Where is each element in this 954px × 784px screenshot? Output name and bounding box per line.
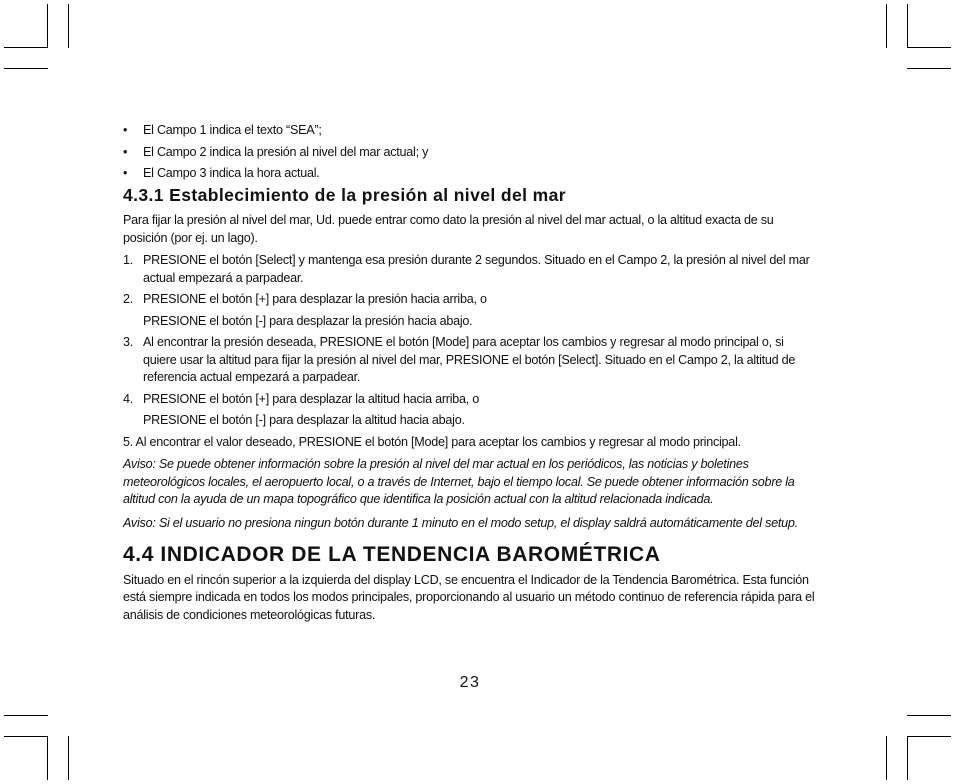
step-five: 5. Al encontrar el valor deseado, PRESIONE el botón [Mode] para aceptar los cambios y regresar al modo principal. [123,434,741,449]
section-431-heading: 4.3.1 Establecimiento de la presión al nivel del mar [123,184,566,205]
bullet-item [123,165,819,183]
step-continuation: PRESIONE el botón [-] para desplazar la altitud hacia abajo. [143,413,465,427]
step-item [123,391,819,409]
crop-mark [4,715,48,716]
step-text: PRESIONE el botón [+] para desplazar la presión hacia arriba, o [143,292,487,306]
bullet-item [123,122,819,140]
bullet-dot: • [123,166,128,180]
bullet-text: El Campo 2 indica la presión al nivel del mar actual; y [143,144,429,159]
step-item [123,334,819,387]
crop-mark [47,736,48,780]
bullet-item [123,144,819,162]
step-item [123,291,819,309]
crop-mark [907,4,908,48]
bullet-dot: • [123,123,128,137]
crop-mark [907,68,951,69]
step-number: 4. [123,391,134,406]
crop-mark [907,736,951,737]
step-number: 2. [123,292,134,306]
page-content [123,122,819,629]
bullet-text: El Campo 1 indica el texto “SEA”; [143,123,322,137]
step-continuation: PRESIONE el botón [-] para desplazar la presión hacia abajo. [143,313,473,328]
bullet-text: El Campo 3 indica la hora actual. [143,166,320,180]
step-item [123,252,819,287]
step-number: 1. [123,253,134,267]
step-text: PRESIONE el botón [+] para desplazar la altitud hacia arriba, o [143,391,480,406]
step-number: 3. [123,335,134,349]
section-44-heading: 4.4 INDICADOR DE LA TENDENCIA BAROMÉTRICA [123,543,661,566]
notice-paragraph: Aviso: Se puede obtener información sobre la presión al nivel del mar actual en los periódicos, las noticias y boletines meteorológicos locales, el aeropuerto local, o a través de Internet, bajo el tiempo local. Se puede obtener información sobre la altitud con la ayuda de un mapa topográfico que identifica la posición actual con la altitud relacionada indicada. [123,457,795,506]
step-text: Al encontrar la presión deseada, PRESIONE el botón [Mode] para aceptar los cambios y regresar al modo principal o, si quiere usar la altitud para fijar la presión al nivel del mar, PRESIONE el botón [Select]. Situado en el Campo 2, la altitud de referencia actual empezará a parpadear. [143,335,796,384]
crop-mark [907,715,951,716]
crop-mark [886,4,887,48]
crop-mark [907,47,951,48]
bullet-dot: • [123,144,128,159]
section-44-body: Situado en el rincón superior a la izquierda del display LCD, se encuentra el Indicador de la Tendencia Barométrica. Esta función está siempre indicada en todos los modos principales, proporcionando al usuario un método continuo de referencia rápida para el análisis de condiciones meteorológicas futuras. [123,572,815,622]
crop-mark [68,4,69,48]
section-431-intro: Para fijar la presión al nivel del mar, Ud. puede entrar como dato la presión al nivel del mar actual, o la altitud exacta de su posición (por ej. un lago). [123,213,774,245]
crop-mark [4,736,48,737]
crop-mark [886,736,887,780]
crop-mark [47,4,48,48]
crop-mark [4,47,48,48]
crop-mark [907,736,908,780]
step-text: PRESIONE el botón [Select] y mantenga esa presión durante 2 segundos. Situado en el Campo 2, la presión al nivel del mar actual empezará a parpadear. [143,253,810,285]
notice-paragraph: Aviso: Si el usuario no presiona ningun botón durante 1 minuto en el modo setup, el display saldrá automáticamente del setup. [123,515,798,530]
crop-mark [68,736,69,780]
crop-mark [4,68,48,69]
page-number: 23 [459,674,481,691]
